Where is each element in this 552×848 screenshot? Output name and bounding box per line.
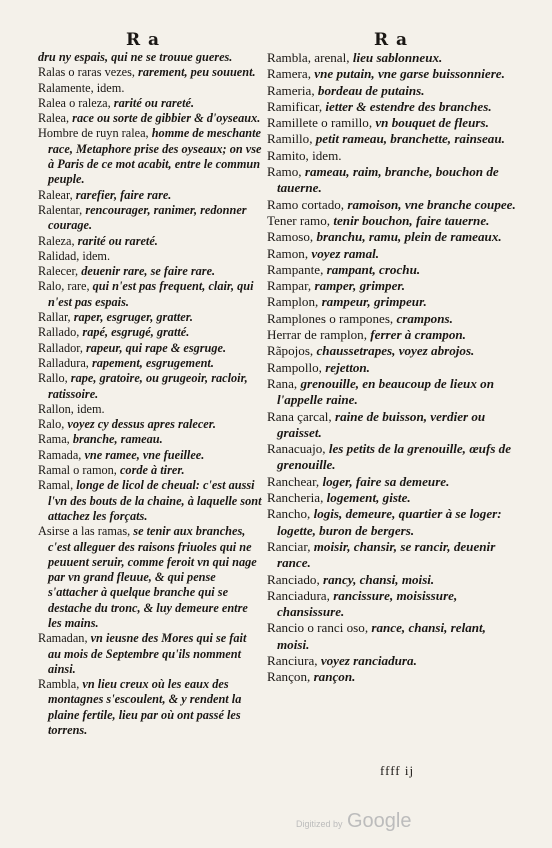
entry-gloss: qui n'est pas frequent, clair, qui n'est pas espais.	[48, 279, 254, 309]
entry-term: Ramplon,	[267, 294, 319, 310]
dictionary-entry	[267, 376, 519, 409]
entry-gloss: voyez cy dessus apres ralecer.	[67, 417, 216, 432]
dictionary-entry	[267, 409, 519, 442]
dictionary-entry	[38, 371, 262, 402]
entry-gloss: rapement, esgrugement.	[91, 355, 214, 370]
dictionary-entry	[38, 356, 262, 371]
entry-term: Ralentar,	[38, 202, 83, 217]
entry-gloss: longe de licol de cheual: c'est aussi l'vn des bouts de la chaine, à laquelle sont attachez les forçats.	[48, 478, 262, 523]
dictionary-entry	[38, 203, 262, 234]
entry-term: Herrar de ramplon,	[267, 327, 367, 343]
dictionary-entry	[267, 115, 519, 131]
entry-gloss: race ou sorte de gibbier & d'oyseaux.	[72, 111, 261, 126]
right-column	[267, 50, 519, 686]
entry-gloss: les petits de la grenouille, œufs de grenouille.	[277, 441, 512, 473]
entry-term: Asirse a las ramas,	[38, 524, 131, 539]
header-left: R a	[126, 30, 161, 50]
entry-term: Ranchear,	[267, 473, 320, 489]
dictionary-entry	[38, 188, 262, 203]
entry-term: Ralas o raras vezes,	[38, 65, 135, 80]
dictionary-entry	[38, 417, 262, 432]
entry-term: Rampante,	[267, 261, 324, 277]
entry-term: Rallar,	[38, 310, 71, 325]
entry-term: Rancio o ranci oso,	[267, 620, 369, 636]
entry-term: Hombre de ruyn ralea,	[38, 126, 149, 141]
entry-term: Rama,	[38, 432, 70, 447]
entry-gloss: rapé, esgrugé, gratté.	[82, 325, 190, 340]
dictionary-entry	[38, 96, 262, 111]
dictionary-entry	[267, 506, 519, 539]
entry-term: Ramificar,	[267, 98, 323, 114]
dictionary-entry	[267, 669, 519, 685]
entry-gloss: logement, giste.	[326, 490, 411, 506]
entry-gloss: vn ieusne des Mores qui se fait au mois de Septembre qu'ils nomment ainsi.	[48, 631, 247, 676]
entry-gloss: raine de buisson, verdier ou graisset.	[277, 408, 486, 440]
entry-term: Ramal,	[38, 478, 74, 493]
entry-term: Rallon, idem.	[38, 401, 105, 416]
entry-gloss: vn lieu creux où les eaux des montagnes s'escoulent, & y rendent la plaine fertile, lieu par où ont passé les torrens.	[48, 677, 242, 738]
entry-gloss: chaussetrapes, voyez abrojos.	[316, 343, 475, 359]
dictionary-entry	[38, 341, 262, 356]
dictionary-entry	[267, 83, 519, 99]
entry-gloss: bordeau de putains.	[317, 82, 425, 98]
entry-term: Ranacuajo,	[267, 441, 326, 457]
watermark-prefix: Digitized by	[296, 819, 343, 829]
entry-term: Ramplones o rampones,	[267, 310, 394, 326]
watermark-logo: Google	[346, 810, 412, 832]
entry-term: Ramoso,	[267, 229, 314, 245]
dictionary-entry	[38, 677, 262, 738]
entry-term: Ramillete o ramillo,	[267, 115, 373, 131]
entry-gloss: loger, faire sa demeure.	[322, 473, 450, 489]
entry-gloss: se tenir aux branches, c'est alleguer des raisons friuoles qui ne peuuent seruir, comme feroit vn qui nage par vn grand fleuue, & qui pense s'attacher à quelque branche qui se destache du tronc, & luy demeure entre les mains.	[48, 524, 257, 630]
entry-gloss: branchu, ramu, plein de rameaux.	[316, 229, 502, 245]
dictionary-entry	[267, 294, 519, 310]
entry-term: Ranciado,	[267, 571, 320, 587]
entry-gloss: ramper, grimper.	[314, 278, 406, 294]
entry-gloss: vn bouquet de fleurs.	[375, 115, 489, 131]
entry-term: Ramal o ramon,	[38, 463, 117, 478]
entry-term: Rãpojos,	[267, 343, 314, 359]
dictionary-entry	[267, 246, 519, 262]
entry-term: Ramo,	[267, 164, 302, 180]
dictionary-entry	[267, 474, 519, 490]
entry-term: Ramera,	[267, 66, 311, 82]
entry-gloss: rampant, crochu.	[326, 261, 421, 277]
dictionary-entry	[267, 50, 519, 66]
left-column	[38, 50, 262, 738]
entry-gloss: ramoison, vne branche coupee.	[347, 196, 516, 212]
entry-term: Ranciar,	[267, 538, 311, 554]
entry-gloss: petit rameau, branchette, rainseau.	[315, 131, 505, 147]
dictionary-entry	[38, 111, 262, 126]
entry-gloss: logis, demeure, quartier à se loger: logette, buron de bergers.	[277, 506, 502, 538]
dictionary-entry	[267, 311, 519, 327]
entry-term: Rana,	[267, 375, 298, 391]
entry-gloss: dru ny espais, qui ne se trouue gueres.	[38, 50, 233, 64]
entry-gloss: grenouille, en beaucoup de lieux on l'appelle raine.	[277, 375, 494, 408]
entry-gloss: rancy, chansi, moisi.	[323, 571, 435, 587]
entry-term: Ramada,	[38, 447, 82, 462]
entry-gloss: homme de meschante race, Metaphore prise des oyseaux; on vse à Paris de ce mot acabit, entre le commun peuple.	[48, 126, 262, 187]
entry-term: Rana çarcal,	[267, 408, 332, 424]
dictionary-entry	[267, 441, 519, 474]
entry-term: Ramadan,	[38, 631, 88, 646]
dictionary-entry	[38, 432, 262, 447]
entry-gloss: rarité ou rareté.	[77, 233, 158, 248]
entry-gloss: branche, rameau.	[72, 432, 163, 447]
entry-term: Ranciadura,	[267, 587, 330, 603]
dictionary-entry	[267, 588, 519, 621]
entry-gloss: rameau, raim, branche, bouchon de tauerne.	[277, 164, 499, 196]
entry-gloss: corde à tirer.	[119, 463, 185, 478]
dictionary-entry	[38, 50, 262, 65]
entry-gloss: rarité ou rareté.	[113, 95, 195, 110]
entry-gloss: voyez ramal.	[311, 245, 380, 261]
entry-gloss: rampeur, grimpeur.	[321, 294, 427, 310]
entry-gloss: rape, gratoire, ou grugeoir, racloir, ratissoire.	[48, 371, 248, 401]
entry-term: Tener ramo,	[267, 212, 331, 228]
entry-term: Ramo cortado,	[267, 196, 345, 212]
entry-term: Raleza,	[38, 233, 75, 248]
entry-term: Ralea o raleza,	[38, 95, 111, 110]
header-right: R a	[374, 30, 409, 50]
entry-term: Ralamente, idem.	[38, 80, 125, 95]
entry-term: Rancho,	[267, 506, 311, 522]
entry-term: Rambla, arenal,	[267, 50, 350, 65]
entry-term: Ralidad, idem.	[38, 248, 111, 263]
dictionary-entry	[38, 524, 262, 631]
entry-term: Ramon,	[267, 245, 309, 261]
dictionary-entry	[267, 327, 519, 343]
dictionary-entry	[267, 572, 519, 588]
entry-term: Ralladura,	[38, 355, 89, 370]
entry-gloss: rencourager, ranimer, redonner courage.	[48, 202, 247, 233]
dictionary-entry	[267, 620, 519, 653]
dictionary-entry	[267, 66, 519, 82]
entry-term: Rampar,	[267, 278, 312, 294]
dictionary-entry	[38, 264, 262, 279]
entry-gloss: rancissure, moisissure, chansissure.	[277, 587, 458, 620]
entry-gloss: tenir bouchon, faire tauerne.	[333, 212, 490, 228]
entry-term: Ralo, rare,	[38, 279, 90, 294]
entry-gloss: rarement, peu souuent.	[138, 65, 256, 80]
dictionary-entry	[38, 234, 262, 249]
dictionary-entry	[267, 653, 519, 669]
entry-gloss: rançon.	[313, 669, 356, 685]
dictionary-entry	[267, 343, 519, 359]
entry-term: Ramillo,	[267, 131, 313, 147]
entry-gloss: raper, esgruger, gratter.	[73, 310, 193, 325]
dictionary-entry	[267, 278, 519, 294]
entry-term: Ramito, idem.	[267, 147, 342, 163]
dictionary-entry	[38, 126, 262, 187]
entry-term: Ralecer,	[38, 264, 79, 279]
entry-gloss: ferrer à crampon.	[370, 327, 466, 343]
entry-gloss: ietter & estendre des branches.	[325, 98, 492, 114]
dictionary-entry	[38, 279, 262, 310]
dictionary-entry	[38, 65, 262, 80]
entry-term: Ralea,	[38, 111, 70, 126]
entry-term: Ralear,	[38, 187, 73, 202]
dictionary-entry	[267, 131, 519, 147]
entry-gloss: crampons.	[396, 310, 453, 326]
dictionary-entry	[38, 325, 262, 340]
running-header	[0, 30, 552, 50]
entry-gloss: deuenir rare, se faire rare.	[81, 264, 216, 279]
entry-term: Rallador,	[38, 340, 83, 355]
entry-term: Rançon,	[267, 669, 311, 685]
dictionary-entry	[267, 262, 519, 278]
entry-term: Rambla,	[38, 677, 80, 692]
dictionary-entry	[267, 360, 519, 376]
entry-gloss: rapeur, qui rape & esgruge.	[86, 340, 227, 355]
entry-gloss: vne putain, vne garse buissonniere.	[314, 66, 505, 82]
entry-term: Rameria,	[267, 82, 315, 98]
entry-gloss: rejetton.	[325, 359, 370, 375]
dictionary-entry	[38, 249, 262, 264]
dictionary-entry	[267, 539, 519, 572]
dictionary-entry	[38, 448, 262, 463]
entry-gloss: vne ramee, vne fueillee.	[84, 447, 205, 462]
entry-gloss: rance, chansi, relant, moisi.	[277, 620, 486, 652]
dictionary-entry	[38, 478, 262, 524]
dictionary-entry	[267, 490, 519, 506]
dictionary-entry	[38, 631, 262, 677]
entry-gloss: lieu sablonneux.	[352, 50, 443, 65]
entry-gloss: moisir, chansir, se rancir, deuenir rance.	[277, 538, 496, 571]
google-watermark	[296, 810, 411, 833]
entry-gloss: rarefier, faire rare.	[75, 187, 172, 202]
entry-term: Rancheria,	[267, 490, 324, 506]
dictionary-entry	[38, 402, 262, 417]
dictionary-entry	[267, 164, 519, 197]
dictionary-entry	[267, 229, 519, 245]
dictionary-entry	[38, 81, 262, 96]
entry-gloss: voyez ranciadura.	[320, 652, 417, 668]
dictionary-entry	[38, 310, 262, 325]
dictionary-entry	[267, 99, 519, 115]
dictionary-entry	[267, 148, 519, 164]
entry-term: Rallo,	[38, 371, 68, 386]
entry-term: Rallado,	[38, 325, 80, 340]
dictionary-entry	[38, 463, 262, 478]
entry-term: Rampollo,	[267, 359, 322, 375]
entry-term: Ralo,	[38, 417, 65, 432]
dictionary-entry	[267, 197, 519, 213]
signature-mark: ffff ij	[380, 763, 415, 778]
entry-term: Ranciura,	[267, 652, 318, 668]
dictionary-entry	[267, 213, 519, 229]
